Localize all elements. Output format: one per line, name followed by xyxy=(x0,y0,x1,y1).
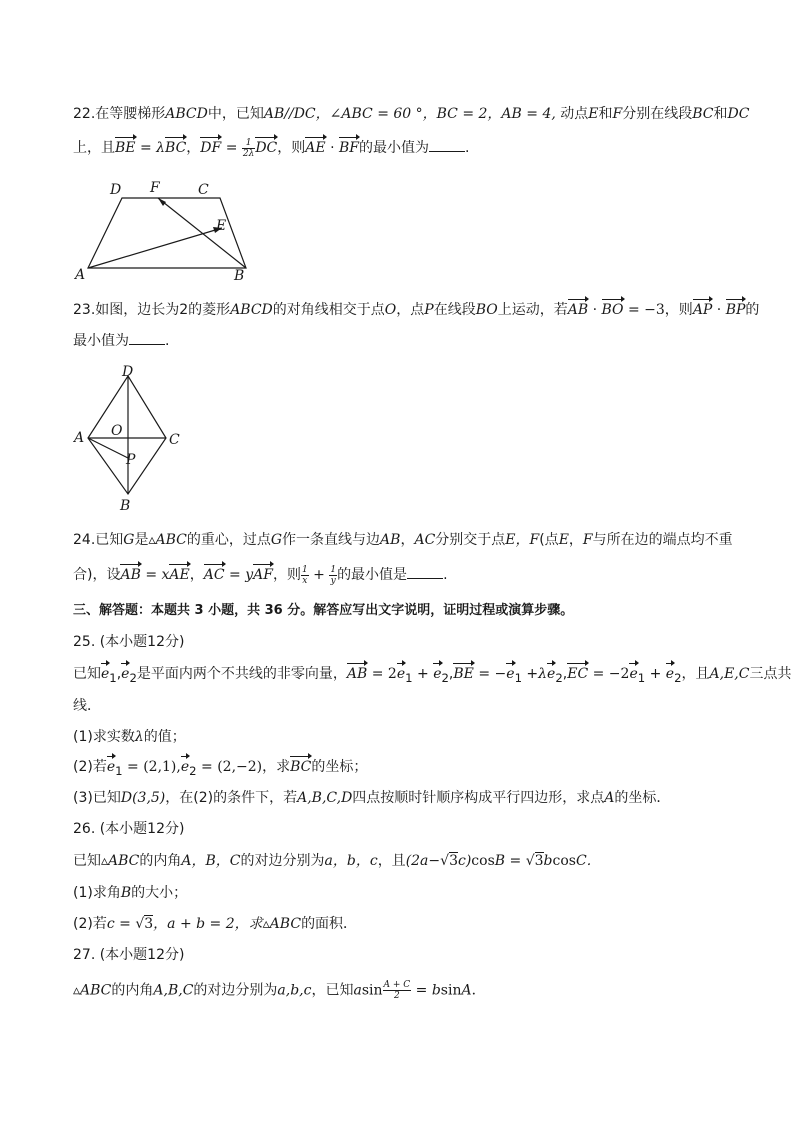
svg-text:A: A xyxy=(75,267,86,283)
q26-part1: (1)求角B的大小； xyxy=(73,885,188,901)
q24-line1: 24.已知G是▵ABC的重心，过点G作一条直线与边AB，AC分别交于点E，F(点E，F与所在边的端点均不重 xyxy=(73,532,733,548)
trapezoid-figure xyxy=(70,178,260,283)
q25-part2: (2)若$e_1 = (2,1),e_2 = (2,-2)$，求BC的坐标； xyxy=(73,759,368,778)
svg-text:D: D xyxy=(110,182,122,198)
q26-line1: 已知▵ABC的内角A，B，C的对边分别为a，b，c，且(2a−√3c)cosB = √3bcosC． xyxy=(73,853,601,869)
section-heading: 三、解答题：本题共 3 小题，共 36 分。解答应写出文字说明，证明过程或演算步骤。 xyxy=(73,603,574,618)
q23-line2: 最小值为 . xyxy=(73,330,169,351)
svg-text:O: O xyxy=(111,423,123,439)
svg-text:F: F xyxy=(150,180,160,196)
q25-part1: (1)求实数λ的值； xyxy=(73,729,186,745)
answer-blank[interactable] xyxy=(407,564,443,579)
q22-line1: 22.在等腰梯形ABCD中，已知AB//DC，∠ABC = 60 °，BC = 2，AB = 4, 动点E和F分别在线段BC和DC xyxy=(73,106,750,122)
svg-text:A: A xyxy=(74,430,85,446)
svg-text:P: P xyxy=(126,452,136,468)
svg-text:B: B xyxy=(120,498,131,514)
svg-text:C: C xyxy=(169,432,180,448)
q27-line1: ▵ABC的内角A,B,C的对边分别为a,b,c，已知asin $\frac{A + C}{2}$ = bsinA． xyxy=(73,980,486,1001)
q25-part3: (3)已知D(3,5)，在(2)的条件下，若A,B,C,D四点按顺时针顺序构成平行四边形，求点A的坐标． xyxy=(73,790,671,806)
rhombus-figure xyxy=(70,362,195,514)
q22-line2: 上，且BE = λBC，DF = $\frac{1}{2\lambda}$ DC，则AE · BF的最小值为 . xyxy=(73,137,470,159)
svg-text:D: D xyxy=(122,364,134,380)
q23-line1: 23.如图，边长为2的菱形ABCD的对角线相交于点O，点P在线段BO上运动，若AB · BO = −3，则AP · BP的 xyxy=(73,302,760,318)
answer-blank[interactable] xyxy=(429,137,465,152)
svg-text:B: B xyxy=(234,268,245,283)
svg-text:E: E xyxy=(216,218,227,234)
q25-line2: 线． xyxy=(73,698,101,714)
answer-blank[interactable] xyxy=(129,330,165,345)
q25-heading: 25. (本小题12分) xyxy=(73,634,185,650)
q24-line2: 合)，设AB = xAE，AC = yAF，则 $\frac{1}{x}$ + $\frac{1}{y}$ 的最小值是 . xyxy=(73,564,448,586)
q25-line1: 已知$e_1,e_2$是平面内两个不共线的非零向量，AB = $2e_1 + e_2,BE = -e_1 +\lambda e_2,EC = -2e_1 + e_2$，且A,E,C三点共 xyxy=(73,666,792,685)
svg-text:C: C xyxy=(198,182,209,198)
q27-heading: 27. (本小题12分) xyxy=(73,947,185,963)
q26-heading: 26. (本小题12分) xyxy=(73,821,185,837)
q26-part2: (2)若c = √3，a + b = 2，求▵ABC的面积． xyxy=(73,916,358,932)
